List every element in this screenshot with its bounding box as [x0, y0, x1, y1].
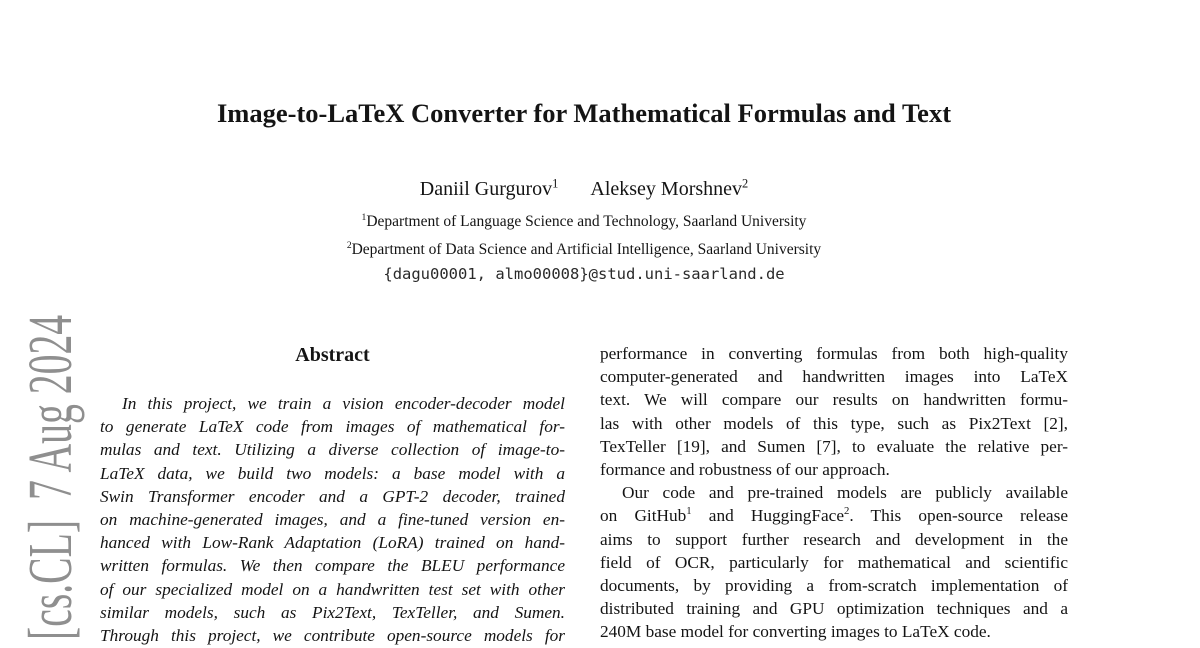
body-text-line: on GitHub$^1$ and HuggingFace$^2$. This open-source release [600, 505, 1068, 526]
abstract-line: mulas and text. Utilizing a diverse collection of image-to- [100, 440, 565, 460]
body-text-line: field of OCR, particularly for mathematical and scientific [600, 552, 1068, 572]
abstract-line: to generate LaTeX code from images of mathematical for- [100, 417, 565, 437]
affiliation-2: $^2$Department of Data Science and Artificial Intelligence, Saarland University [346, 239, 822, 258]
arxiv-category-date-stamp: [cs.CL] 7 Aug 2024 [17, 314, 85, 640]
body-text-line: distributed training and GPU optimization techniques and a [600, 599, 1068, 619]
body-text-line: formance and robustness of our approach. [600, 459, 890, 479]
abstract-line: hanced with Low-Rank Adaptation (LoRA) trained on hand- [100, 533, 565, 553]
contact-email: {dagu00001, almo00008}@stud.uni-saarland.de [383, 265, 785, 283]
abstract-line: Through this project, we contribute open-source models for [100, 625, 565, 645]
body-text-line: las with other models of this type, such as Pix2Text [2], [600, 413, 1068, 433]
abstract-line: In this project, we train a vision encoder-decoder model [122, 394, 565, 413]
body-text-line: documents, by providing a from-scratch implementation of [600, 575, 1068, 595]
body-text-line: computer-generated and handwritten images into LaTeX [600, 367, 1068, 387]
author-name: Daniil Gurgurov$^1$ [419, 176, 559, 200]
body-text-line: 240M base model for converting images to LaTeX code. [600, 622, 991, 642]
body-text-line: Our code and pre-trained models are publicly available [622, 483, 1068, 503]
abstract-line: on machine-generated images, and a fine-tuned version en- [100, 509, 565, 529]
abstract-line: Swin Transformer encoder and a GPT-2 decoder, trained [100, 486, 565, 506]
abstract-line: of our specialized model on a handwritten test set with other [100, 579, 565, 599]
body-text-line: TexTeller [19], and Sumen [7], to evaluate the relative per- [600, 436, 1068, 456]
abstract-line: similar models, such as Pix2Text, TexTeller, and Sumen. [100, 602, 565, 622]
author-name: Aleksey Morshnev$^2$ [590, 176, 749, 200]
affiliation-1: $^1$Department of Language Science and Technology, Saarland University [361, 211, 807, 230]
paper-title: Image-to-LaTeX Converter for Mathematical Formulas and Text [216, 98, 952, 128]
abstract-line: LaTeX data, we build two models: a base model with a [100, 463, 565, 483]
authors-row [100, 177, 1068, 201]
abstract-text-column [100, 392, 565, 647]
body-text-line: performance in converting formulas from both high-quality [600, 344, 1068, 363]
abstract-line: written formulas. We then compare the BLEU performance [100, 556, 565, 576]
intro-text-column [600, 342, 1068, 643]
body-text-line: aims to support further research and development in the [600, 529, 1068, 549]
abstract-heading: Abstract [295, 344, 370, 366]
body-text-line: text. We will compare our results on handwritten formu- [600, 390, 1068, 410]
